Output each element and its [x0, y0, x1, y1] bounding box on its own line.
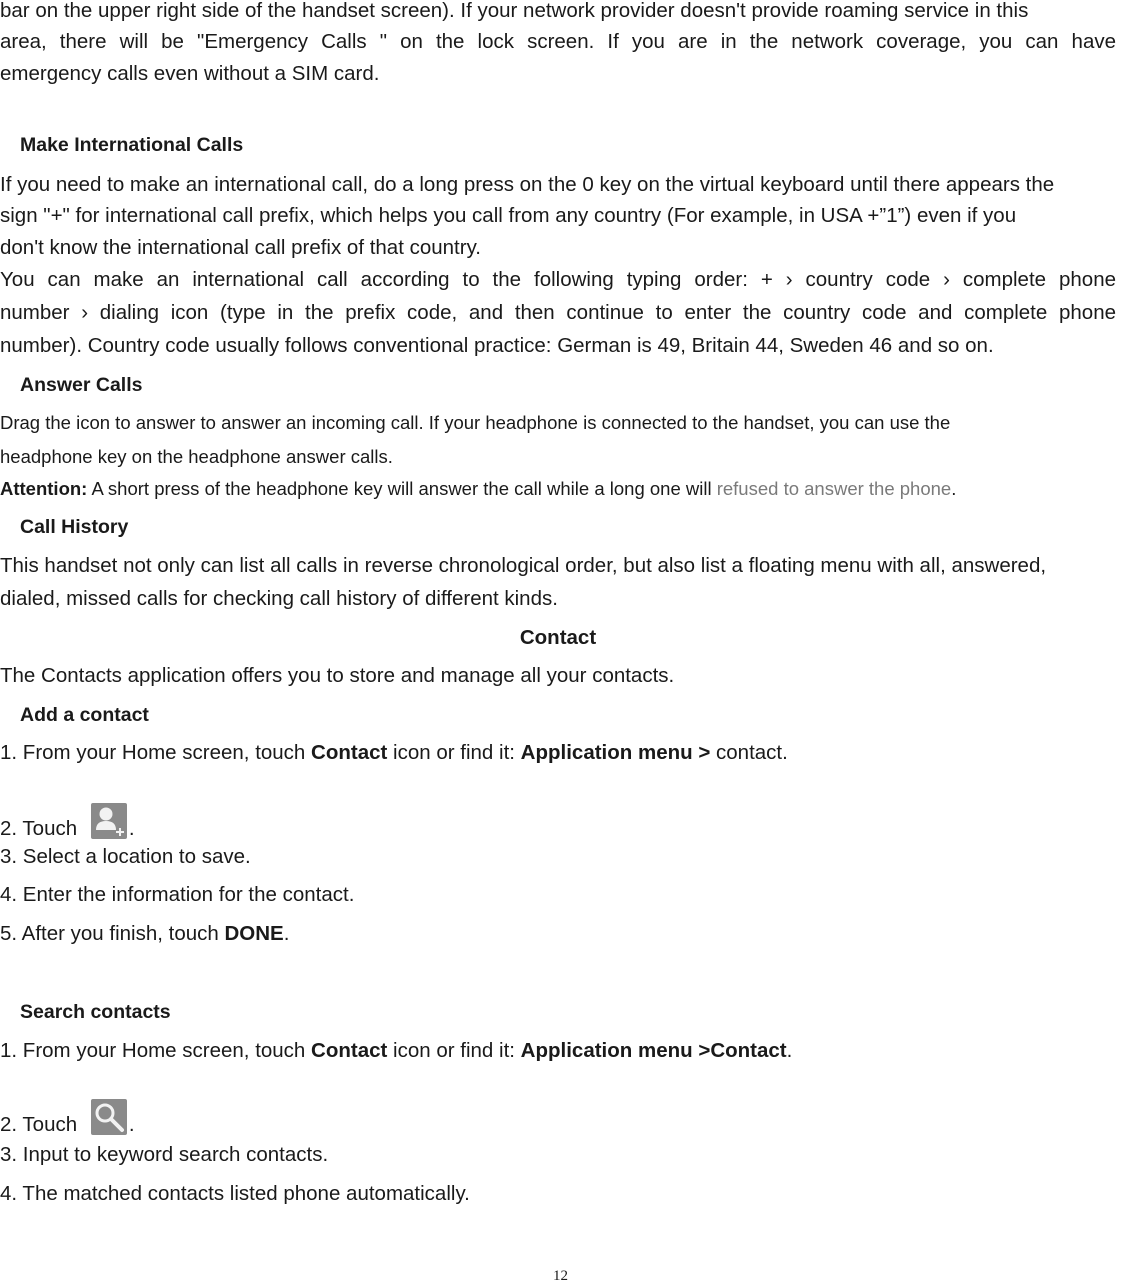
search-step-1-contact: Contact [311, 1039, 388, 1062]
heading-search-contacts: Search contacts [20, 1001, 171, 1023]
intl-p1-line-3: don't know the international call prefix of that country. [0, 236, 481, 259]
attention-line [0, 476, 956, 502]
search-step-4: 4. The matched contacts listed phone automatically. [0, 1182, 470, 1205]
history-line-2: dialed, missed calls for checking call history of different kinds. [0, 587, 558, 610]
add-step-2-text: 2. Touch [0, 817, 78, 840]
intro-line-1-text: bar on the upper right side of the handset screen). If your network provider doesn't provide roaming service in this [0, 0, 1029, 22]
heading-answer-calls: Answer Calls [20, 374, 143, 396]
answer-line-1: Drag the icon to answer to answer an incoming call. If your headphone is connected to the handset, you can use the [0, 412, 951, 433]
intl-p2-line-1: You can make an international call according to the following typing order: + › country code › complete phone [0, 268, 1116, 291]
attention-grey-text: refused to answer the phone [716, 478, 952, 499]
add-step-5 [0, 921, 289, 947]
add-step-1-text-e: contact. [710, 741, 788, 764]
page-number: 12 [553, 1268, 568, 1284]
answer-line-2: headphone key on the headphone answer calls. [0, 446, 393, 467]
intro-line-3: emergency calls even without a SIM card. [0, 62, 380, 85]
add-step-1-contact: Contact [311, 741, 388, 764]
add-step-3: 3. Select a location to save. [0, 845, 251, 868]
search-step-1-text-c: icon or find it: [387, 1039, 521, 1062]
search-icon [91, 1099, 127, 1135]
search-step-2 [0, 1099, 135, 1138]
add-step-5-text: 5. After you finish, touch [0, 922, 225, 945]
contact-intro: The Contacts application offers you to store and manage all your contacts. [0, 664, 675, 687]
attention-text: A short press of the headphone key will answer the call while a long one will [87, 478, 717, 499]
search-step-2-text: 2. Touch [0, 1113, 78, 1136]
search-step-1-period: . [786, 1039, 793, 1062]
search-step-1-text-a: 1. From your Home screen, touch [0, 1039, 312, 1062]
intl-p1-line-1: If you need to make an international call, do a long press on the 0 key on the virtual keyboard until there appears the [0, 173, 1055, 196]
attention-end: . [951, 478, 957, 499]
search-step-1 [0, 1038, 792, 1064]
intl-p2-line-3: number). Country code usually follows conventional practice: German is 49, Britain 44, Sweden 46 and so on. [0, 334, 994, 357]
add-step-1-app-menu: Application menu > [520, 741, 711, 764]
search-step-3: 3. Input to keyword search contacts. [0, 1143, 329, 1166]
add-step-1-text-a: 1. From your Home screen, touch [0, 741, 312, 764]
intro-line-2: area, there will be "Emergency Calls " on the lock screen. If you are in the network coverage, you can have [0, 30, 1116, 53]
search-step-1-app-menu: Application menu >Contact [520, 1039, 787, 1062]
search-step-2-period: . [128, 1113, 135, 1136]
add-step-4: 4. Enter the information for the contact. [0, 883, 355, 906]
add-step-1 [0, 740, 788, 766]
add-contact-icon [91, 803, 127, 839]
intl-p1-line-2: sign "+" for international call prefix, which helps you call from any country (For example, in USA +”1”) even if you [0, 204, 1017, 227]
intl-p2-line-2: number › dialing icon (type in the prefix code, and then continue to enter the country code and complete phone [0, 301, 1116, 324]
add-step-2-period: . [128, 817, 135, 840]
add-step-2 [0, 803, 135, 842]
add-step-1-text-c: icon or find it: [387, 741, 521, 764]
add-step-5-period: . [283, 922, 290, 945]
heading-international-calls: Make International Calls [20, 134, 244, 156]
history-line-1: This handset not only can list all calls in reverse chronological order, but also list a floating menu with all, answered, [0, 554, 1047, 577]
intro-line-1 [0, 0, 1116, 24]
add-step-5-done: DONE [224, 922, 284, 945]
heading-add-contact: Add a contact [20, 704, 149, 726]
section-title-contact: Contact [519, 626, 597, 649]
heading-call-history: Call History [20, 516, 129, 538]
attention-label: Attention: [0, 478, 88, 499]
